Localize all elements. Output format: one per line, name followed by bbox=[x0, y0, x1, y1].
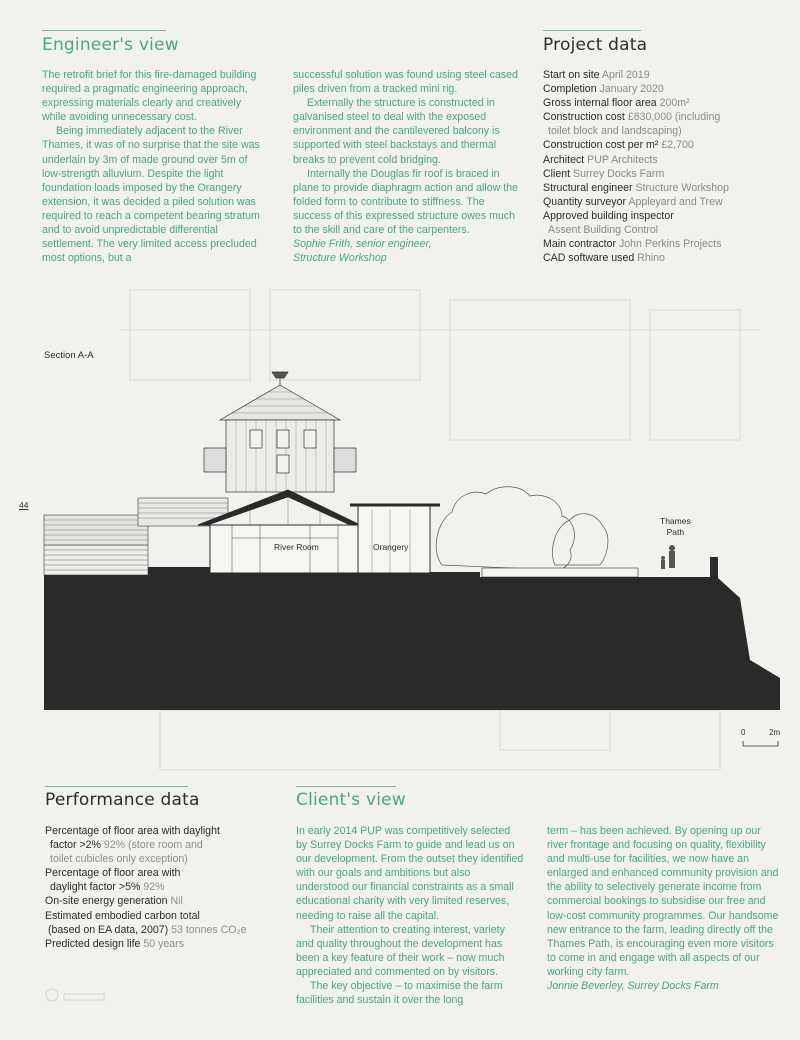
project-data-row: Quantity surveyor Appleyard and Trew bbox=[543, 195, 723, 208]
project-data-row: Construction cost per m² £2,700 bbox=[543, 139, 694, 152]
performance-data-row: toilet cubicles only exception) bbox=[50, 853, 188, 866]
performance-data-row: daylight factor >5% 92% bbox=[50, 881, 165, 894]
clients-view-col1 bbox=[296, 824, 524, 1007]
clients-view-paragraph: term – has been achieved. By opening up our river frontage and focusing on quality, flexibility and multi-use for facilities, we now have an enlarged and enhanced community provision and the ability to selectively generate income from commercial bookings to subsidise our free and low-cost community programmes. Our handsome new entrance to the farm, leading directly off the Thames Path, is encouraging even more visitors to come in and engage with all aspects of our working city farm. bbox=[547, 825, 779, 978]
ground-section bbox=[44, 557, 780, 710]
thames-path-label bbox=[660, 516, 691, 538]
performance-data-row: Predicted design life 50 years bbox=[45, 937, 184, 950]
engineers-view-heading: Engineer's view bbox=[42, 35, 179, 55]
performance-data-row: Percentage of floor area with bbox=[45, 867, 181, 880]
engineers-view-paragraph: Being immediately adjacent to the River Thames, it was of no surprise that the site was underlain by 3m of made ground over 5m of low-strength alluvium. Despite the light foundation loads imposed by the Orangery extension, it was decided a piled solution was required to reach a competent bearing stratum and to avoid unpredictable differential settlement. The very limited access precluded most options, but a bbox=[42, 125, 260, 265]
project-data-row: Construction cost £630,000 (including bbox=[543, 111, 721, 124]
project-data-row: Architect PUP Architects bbox=[543, 153, 658, 166]
engineer-signature-org: Structure Workshop bbox=[293, 252, 387, 265]
performance-data-heading: Performance data bbox=[45, 790, 200, 810]
left-building bbox=[44, 498, 228, 575]
clients-view-heading: Client's view bbox=[296, 790, 406, 810]
publisher-mark-icon bbox=[44, 986, 108, 1004]
people-figures bbox=[661, 545, 675, 569]
engineer-signature: Sophie Frith, senior engineer, bbox=[293, 238, 432, 251]
engineers-view-col1 bbox=[42, 68, 267, 265]
project-data-row: Approved building inspector bbox=[543, 209, 674, 222]
project-data-list bbox=[543, 68, 793, 265]
section-a-a-drawing bbox=[0, 360, 800, 750]
clients-view-paragraph: In early 2014 PUP was competitively selected by Surrey Docks Farm to guide and lead us on our development. From the outset they identified with our goals and ambitions but also understood our financial constraints as a small educational charity with very limited reserves, needing to raise all the capital. bbox=[296, 825, 524, 922]
performance-data-row: Percentage of floor area with daylight bbox=[45, 825, 220, 837]
clients-view-col2 bbox=[547, 824, 779, 993]
performance-data-rule bbox=[45, 786, 188, 787]
engineers-view-paragraph: The retrofit brief for this fire-damaged building required a pragmatic engineering approach, expressing materials clearly and creatively while avoiding unnecessary cost. bbox=[42, 69, 257, 124]
tower bbox=[204, 372, 356, 492]
project-data-row: Main contractor John Perkins Projects bbox=[543, 238, 722, 251]
engineers-view-col2 bbox=[293, 68, 523, 265]
project-data-row: Start on site April 2019 bbox=[543, 69, 650, 81]
scale-end-label: 2m bbox=[769, 728, 781, 737]
project-data-row: Assent Building Control bbox=[548, 224, 659, 237]
engineers-view-paragraph: successful solution was found using steel cased piles driven from a tracked mini rig. bbox=[293, 69, 518, 96]
scale-bar bbox=[743, 741, 778, 746]
clients-view-paragraph: Their attention to creating interest, variety and quality throughout the development has been a key feature of their work – now much appreciated and commented on by visitors. bbox=[296, 923, 505, 978]
engineers-view-paragraph: Internally the Douglas fir roof is braced in plane to provide diaphragm action and allow the folded form to contribute to stiffness. The success of this expressed structure owes much to the skill and care of the carpenters. bbox=[293, 167, 518, 237]
river-room bbox=[198, 490, 440, 573]
river-room-label: River Room bbox=[274, 542, 319, 552]
tree-outlines bbox=[436, 487, 608, 570]
project-data-row: Client Surrey Docks Farm bbox=[543, 167, 665, 180]
performance-data-list bbox=[45, 824, 285, 951]
clients-view-paragraph: The key objective – to maximise the farm facilities and sustain it over the long bbox=[296, 980, 503, 1007]
performance-data-row: (based on EA data, 2007) 53 tonnes CO₂e bbox=[48, 923, 247, 936]
page-number: 44 bbox=[19, 500, 29, 510]
project-data-row: Gross internal floor area 200m² bbox=[543, 97, 690, 110]
clients-view-rule bbox=[296, 786, 396, 787]
orangery-label: Orangery bbox=[373, 542, 409, 552]
project-data-row: CAD software used Rhino bbox=[543, 252, 665, 265]
scale-start-label: 0 bbox=[741, 728, 746, 737]
project-data-row: Completion January 2020 bbox=[543, 83, 664, 96]
performance-data-row: On-site energy generation Nil bbox=[45, 895, 183, 908]
client-signature: Jonnie Beverley, Surrey Docks Farm bbox=[547, 980, 719, 993]
project-data-row: Structural engineer Structure Workshop bbox=[543, 181, 729, 194]
section-label: Section A-A bbox=[44, 350, 94, 361]
thames-path-label-line2: Path bbox=[666, 527, 685, 537]
performance-data-row: factor >2% 92% (store room and bbox=[50, 839, 203, 852]
engineers-view-paragraph: Externally the structure is constructed in galvanised steel to deal with the exposed environment and the cantilevered balcony is supported with steel backstays and thermal breaks to prevent cold bridging. bbox=[293, 97, 500, 166]
performance-data-row: Estimated embodied carbon total bbox=[45, 909, 200, 922]
project-data-row: toilet block and landscaping) bbox=[548, 125, 682, 138]
thames-path-label-line1: Thames bbox=[660, 516, 691, 526]
engineers-view-rule bbox=[42, 30, 166, 31]
project-data-heading: Project data bbox=[543, 35, 648, 55]
project-data-rule bbox=[543, 30, 641, 31]
